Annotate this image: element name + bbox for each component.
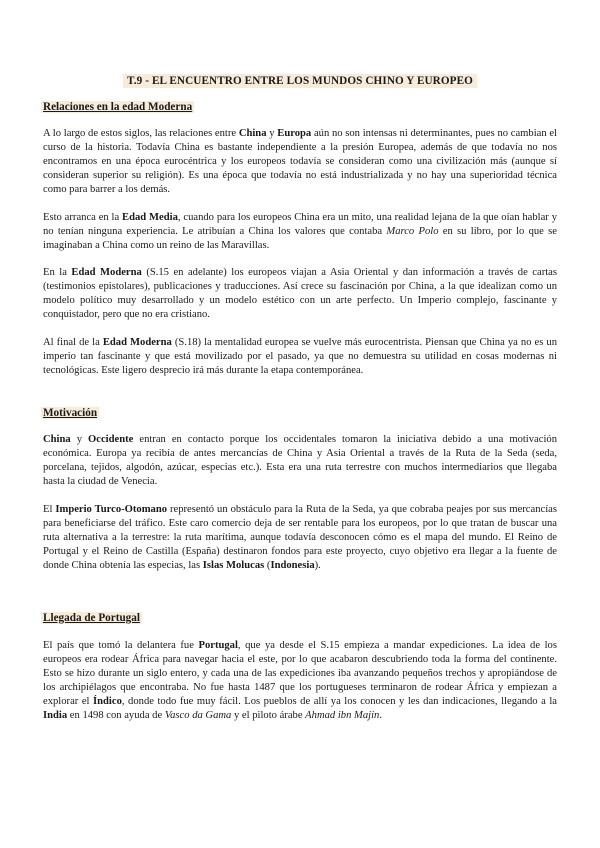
- paragraph: [43, 127, 557, 197]
- text-run: representó un obstáculo para la Ruta de la Seda, ya que cobraba peajes por sus mercancías para beneficiarse del tráfico. Este caro comercio deja de ser rentable para los europeos, por lo que tratan de buscar una ruta alternativa a la terrestre: la ruta marítima, aunque todavía desconocen cómo es el mapa del mundo. El Reino de Portugal y el Reino de Castilla (España) destinaron fondos para este proyecto, cuyo objetivo era llegar a la fuente de donde China obtenía las especias, las: [43, 504, 557, 571]
- bold-text: Occidente: [88, 434, 134, 445]
- bold-text: Imperio Turco-Otomano: [55, 504, 168, 515]
- text-run: A lo largo de estos siglos, las relaciones entre: [43, 128, 239, 139]
- text-run: entran en contacto porque los occidentales tomaron la iniciativa debido a una motivación económica. Europa ya recibía de antes mercancías de China y Asia Oriental a través de la Ruta de la Seda (seda, porcelana, tejidos, algodón, azúcar, especias etc.). Esta era una ruta terrestre con muchos intermediarios que llegaba hasta la ciudad de Venecia.: [43, 434, 557, 487]
- text-run: Esto arranca en la: [43, 212, 123, 223]
- document-title: T.9 - EL ENCUENTRO ENTRE LOS MUNDOS CHINO Y EUROPEO: [123, 74, 477, 88]
- paragraph: [43, 211, 557, 253]
- bold-text: Edad Moderna: [71, 267, 142, 278]
- text-run: El: [43, 504, 56, 515]
- bold-text: China: [43, 434, 71, 445]
- bold-text: Islas Molucas: [202, 560, 265, 571]
- section-heading-portugal: Llegada de Portugal: [43, 612, 140, 624]
- text-run: ).: [314, 560, 321, 571]
- text-run: aún no son intensas ni determinantes, pues no cambian el curso de la historia. Todavía China es bastante independiente a la presión Europea, además de que todavía no nos encontramos en una época eurocéntrica y los europeos todavía se consideran como una civilización más (aunque sí consideran superior su religión). Es una época que todavía no está industrializada y no hay una superioridad técnica como para barrer a los demás.: [43, 128, 558, 195]
- bold-text: Edad Moderna: [102, 337, 172, 348]
- bold-text: Índico: [93, 696, 122, 707]
- italic-text: Marco Polo: [386, 226, 439, 237]
- paragraph: [43, 336, 557, 378]
- text-run: El país que tomó la delantera fue: [43, 640, 199, 651]
- text-run: (S.18) la mentalidad europea se vuelve más eurocentrista. Piensan que China ya no es un imperio tan fascinante y que está movilizado por el pasado, ya que no demuestra su utilidad en cosas modernas ni tecnológicas. Este ligero desprecio irá más durante la etapa contemporánea.: [43, 337, 558, 376]
- text-run: En la: [43, 267, 72, 278]
- text-run: en 1498 con ayuda de: [67, 710, 165, 721]
- bold-text: India: [43, 710, 68, 721]
- text-run: .: [379, 710, 382, 721]
- bold-text: Indonesia: [270, 560, 315, 571]
- bold-text: Portugal: [198, 640, 238, 651]
- paragraph: [43, 503, 557, 573]
- text-run: Al final de la: [43, 337, 103, 348]
- text-run: y: [70, 434, 89, 445]
- bold-text: China: [238, 128, 267, 139]
- text-run: y: [266, 128, 278, 139]
- paragraph: [43, 639, 557, 723]
- text-run: , que ya desde el S.15 empieza a mandar expediciones. La idea de los europeos era rodear África para navegar hacia el este, por lo que acabaron descubriendo toda la forma del continente. Esto se hizo durante un siglo entero, y cada una de las expediciones iba avanzando pequeños trechos y apropiándose de los archipiélagos que encontraba. No fue hasta 1487 que los portugueses terminaron de rodear África y empiezan a explorar el: [43, 640, 557, 707]
- paragraph: [43, 266, 557, 322]
- title-block: [0, 71, 600, 89]
- bold-text: Edad Media: [122, 212, 178, 223]
- section-heading-relaciones: Relaciones en la edad Moderna: [43, 101, 193, 113]
- section-heading-motivacion: Motivación: [43, 407, 98, 419]
- bold-text: Europa: [277, 128, 312, 139]
- text-run: (S.15 en adelante) los europeos viajan a Asia Oriental y dan información a través de cartas (testimonios epistolares), publicaciones y traducciones. Así crece su fascinación por China, a la que idealizan como un modelo político muy desarrollado y un modelo estético con un arte perfecto. Un Imperio complejo, fascinante y conquistador, pero que no era cristiano.: [43, 267, 557, 320]
- text-run: , donde todo fue muy fácil. Los pueblos de allí ya los conocen y les dan indicaciones, llegando a la: [121, 696, 557, 707]
- text-run: , cuando para los europeos China era un mito, una realidad lejana de la que oían hablar y no tenían ninguna experiencia. Le atribuían a China los valores que contaba: [43, 212, 557, 237]
- italic-text: Ahmad ibn Majin: [305, 710, 380, 721]
- paragraph: [43, 433, 557, 489]
- text-run: en su libro, por lo que se imaginaban a China como un reino de las Maravillas.: [43, 226, 557, 251]
- text-run: y el piloto árabe: [231, 710, 306, 721]
- italic-text: Vasco da Gama: [164, 710, 232, 721]
- text-run: (: [264, 560, 271, 571]
